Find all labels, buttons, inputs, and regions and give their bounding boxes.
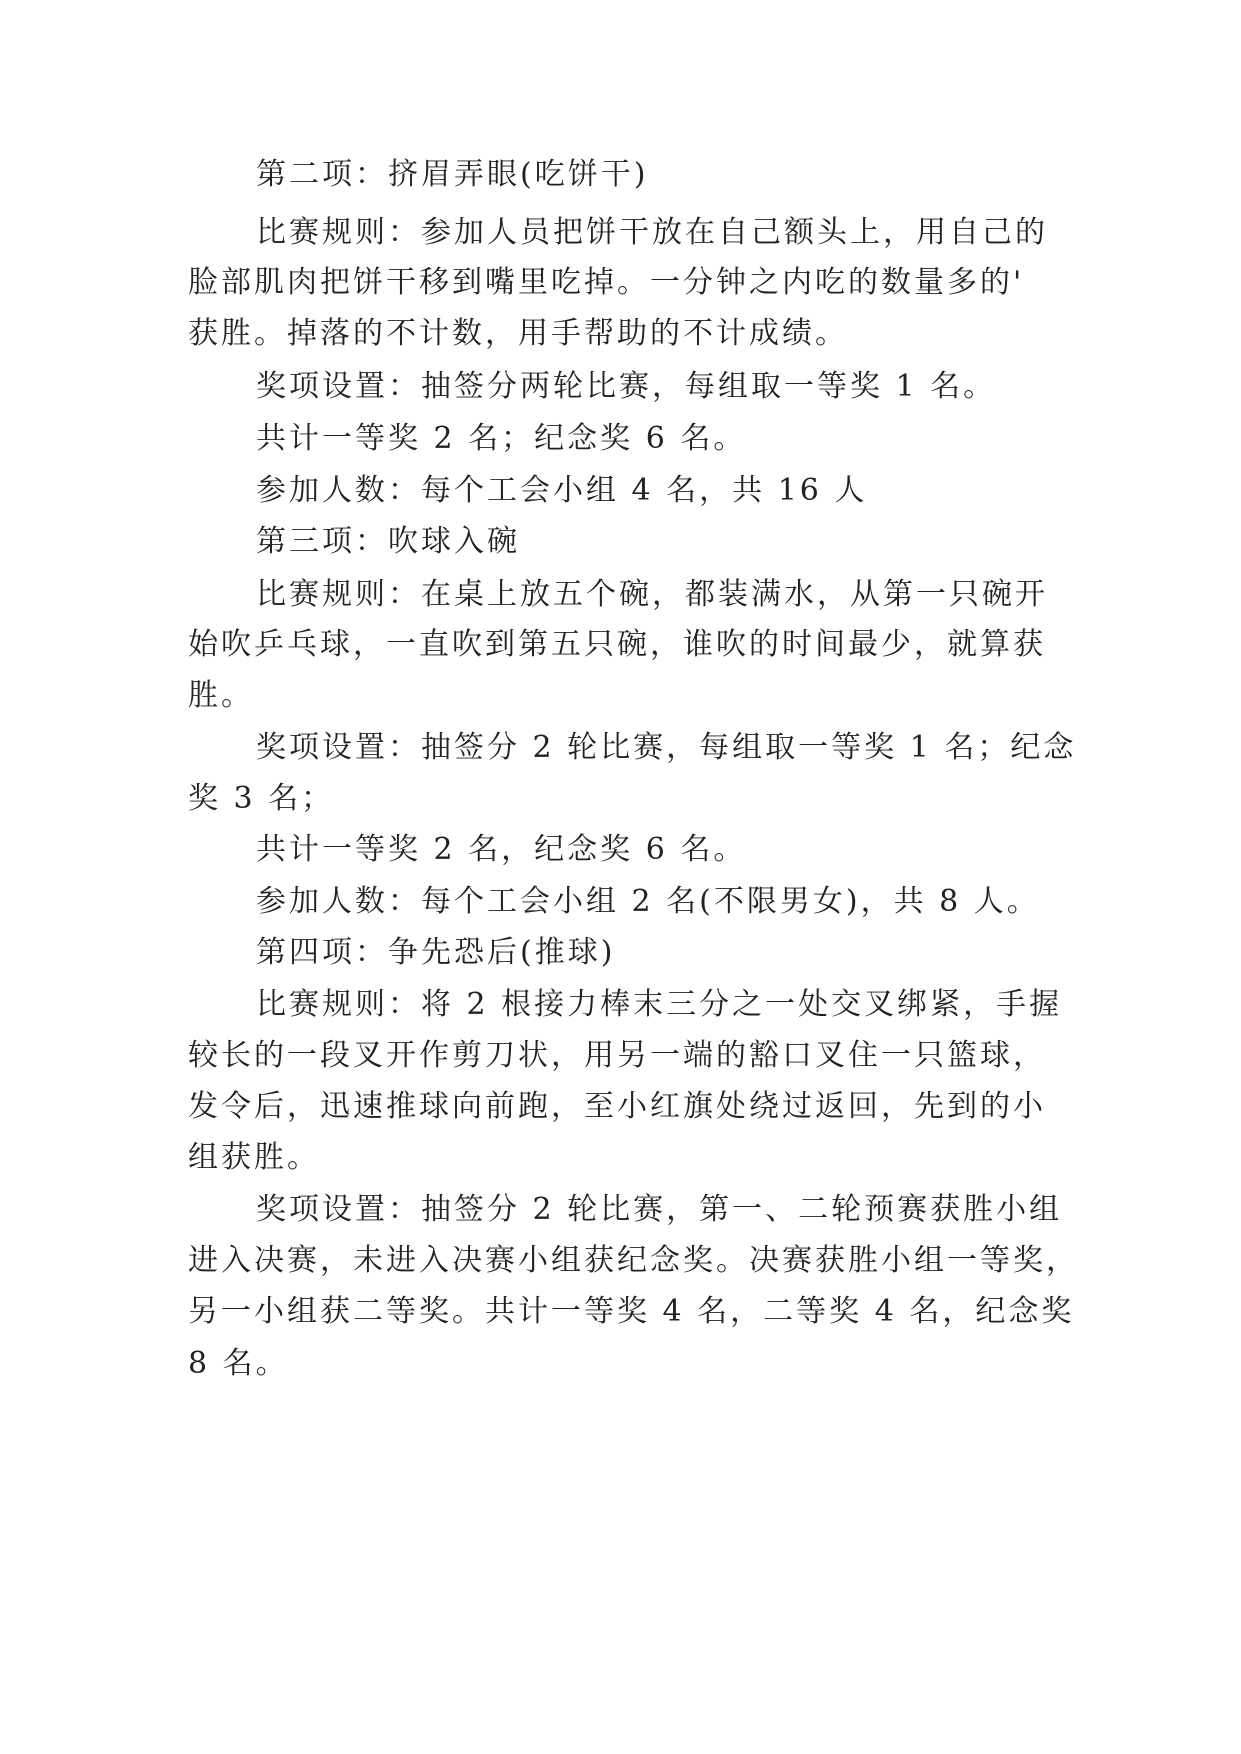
item-heading-4: 第四项：争先恐后(推球): [256, 935, 616, 970]
item-heading-3: 第三项：吹球入碗: [256, 524, 520, 559]
paragraph-line: 发令后，迅速推球向前跑，至小红旗处绕过返回，先到的小: [188, 1089, 1046, 1124]
paragraph-line: 较长的一段叉开作剪刀状，用另一端的豁口叉住一只篮球，: [188, 1038, 1046, 1073]
paragraph-line: 比赛规则：参加人员把饼干放在自己额头上，用自己的: [256, 215, 1048, 250]
paragraph-line: 脸部肌肉把饼干移到嘴里吃掉。一分钟之内吃的数量多的': [188, 265, 1025, 300]
paragraph-line: 共计一等奖 2 名；纪念奖 6 名。: [256, 421, 747, 456]
paragraph-line: 奖 3 名；: [188, 781, 335, 816]
paragraph-line: 获胜。掉落的不计数，用手帮助的不计成绩。: [188, 316, 848, 351]
paragraph-line: 共计一等奖 2 名，纪念奖 6 名。: [256, 832, 747, 867]
paragraph-line: 始吹乒乓球，一直吹到第五只碗，谁吹的时间最少，就算获: [188, 627, 1046, 662]
paragraph-line: 奖项设置：抽签分两轮比赛，每组取一等奖 1 名。: [256, 369, 997, 404]
paragraph-line: 组获胜。: [188, 1140, 320, 1175]
paragraph-line: 比赛规则：在桌上放五个碗，都装满水，从第一只碗开: [256, 577, 1048, 612]
paragraph-line: 奖项设置：抽签分 2 轮比赛，每组取一等奖 1 名；纪念: [256, 730, 1077, 765]
paragraph-line: 奖项设置：抽签分 2 轮比赛，第一、二轮预赛获胜小组: [256, 1192, 1063, 1227]
paragraph-line: 参加人数：每个工会小组 4 名，共 16 人: [256, 473, 868, 508]
paragraph-line: 进入决赛，未进入决赛小组获纪念奖。决赛获胜小组一等奖，: [188, 1243, 1079, 1278]
item-heading-2: 第二项：挤眉弄眼(吃饼干): [256, 157, 649, 192]
paragraph-line: 参加人数：每个工会小组 2 名(不限男女)，共 8 人。: [256, 884, 1040, 919]
paragraph-line: 胜。: [188, 678, 254, 713]
paragraph-line: 8 名。: [188, 1346, 289, 1381]
paragraph-line: 另一小组获二等奖。共计一等奖 4 名，二等奖 4 名，纪念奖: [188, 1294, 1075, 1329]
paragraph-line: 比赛规则：将 2 根接力棒末三分之一处交叉绑紧，手握: [256, 987, 1063, 1022]
